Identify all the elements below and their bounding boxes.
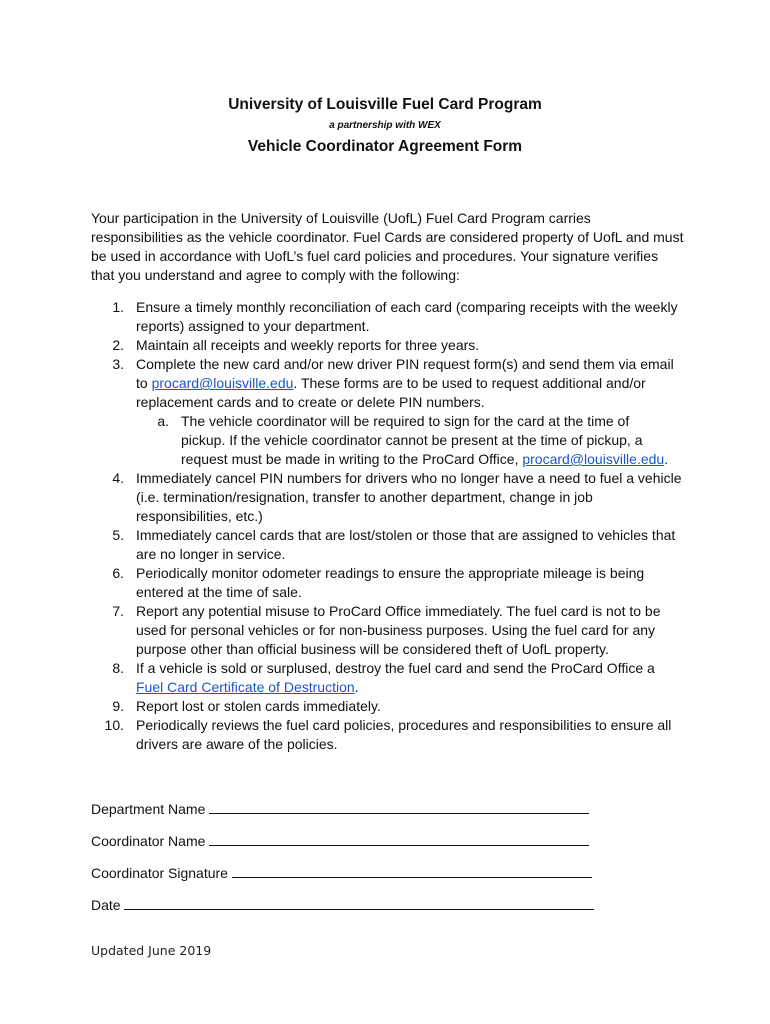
coordinator-name-field	[91, 832, 589, 851]
list-item	[91, 355, 691, 412]
item-text: replacement cards and to create or delete PIN numbers.	[136, 394, 485, 410]
department-name-label: Department Name	[91, 801, 206, 817]
item-text: responsibilities, etc.)	[136, 508, 263, 524]
department-name-field	[91, 800, 589, 819]
item-number: 5.	[112, 527, 124, 543]
item-number: 7.	[112, 603, 124, 619]
coordinator-name-line[interactable]	[209, 833, 589, 846]
list-item	[91, 336, 691, 355]
coordinator-signature-line[interactable]	[232, 865, 592, 878]
intro-line: that you understand and agree to comply with the following:	[91, 267, 460, 283]
intro-line: be used in accordance with UofL’s fuel card policies and procedures. Your signature verifies	[91, 248, 659, 264]
item-text: Maintain all receipts and weekly reports for three years.	[136, 337, 480, 353]
item-text-fragment: .	[664, 451, 669, 467]
item-text-fragment: request must be made in writing to the ProCard Office,	[181, 451, 523, 467]
item-text: Report lost or stolen cards immediately.	[136, 698, 381, 714]
item-number: a.	[157, 413, 169, 429]
coordinator-signature-field	[91, 864, 592, 883]
item-text	[181, 450, 691, 469]
item-text: Periodically reviews the fuel card policies, procedures and responsibilities to ensure all	[136, 717, 672, 733]
department-name-line[interactable]	[209, 801, 589, 814]
item-text: Complete the new card and/or new driver PIN request form(s) and send them via email	[136, 356, 674, 372]
procard-email-link[interactable]: procard@louisville.edu	[522, 451, 665, 467]
item-number: 6.	[112, 565, 124, 581]
item-text: Ensure a timely monthly reconciliation of each card (comparing receipts with the weekly	[136, 299, 678, 315]
item-text-fragment: to	[136, 375, 152, 391]
list-item	[91, 298, 691, 336]
item-text: pickup. If the vehicle coordinator cannot be present at the time of pickup, a	[181, 432, 643, 448]
list-item	[91, 716, 691, 754]
form-title: Vehicle Coordinator Agreement Form	[247, 138, 523, 155]
item-text: Immediately cancel cards that are lost/stolen or those that are assigned to vehicles that	[136, 527, 676, 543]
list-subitem	[91, 412, 691, 469]
date-line[interactable]	[124, 897, 594, 910]
item-text: used for personal vehicles or for non-business purposes. Using the fuel card for any	[136, 622, 656, 638]
intro-paragraph	[91, 209, 691, 285]
item-text: Report any potential misuse to ProCard Office immediately. The fuel card is not to be	[136, 603, 661, 619]
updated-date: Updated June 2019	[91, 943, 212, 958]
item-text: Immediately cancel PIN numbers for drivers who no longer have a need to fuel a vehicle	[136, 470, 682, 486]
item-text: entered at the time of sale.	[136, 584, 302, 600]
item-text: drivers are aware of the policies.	[136, 736, 338, 752]
list-item	[91, 697, 691, 716]
list-item	[91, 526, 691, 564]
intro-line: responsibilities as the vehicle coordinator. Fuel Cards are considered property of UofL and must	[91, 229, 684, 245]
item-number: 3.	[112, 356, 124, 372]
item-text-fragment: . These forms are to be used to request additional and/or	[293, 375, 646, 391]
coordinator-name-label: Coordinator Name	[91, 833, 206, 849]
intro-line: Your participation in the University of Louisville (UofL) Fuel Card Program carries	[91, 210, 591, 226]
item-text: Periodically monitor odometer readings to ensure the appropriate mileage is being	[136, 565, 645, 581]
item-text-fragment: .	[354, 679, 359, 695]
list-item	[91, 602, 691, 659]
item-text: are no longer in service.	[136, 546, 286, 562]
item-text: If a vehicle is sold or surplused, destroy the fuel card and send the ProCard Office a	[136, 660, 655, 676]
procard-email-link[interactable]: procard@louisville.edu	[151, 375, 294, 391]
item-number: 4.	[112, 470, 124, 486]
item-text	[136, 678, 691, 697]
coordinator-signature-label: Coordinator Signature	[91, 865, 228, 881]
item-number: 1.	[112, 299, 124, 315]
agreement-list	[91, 298, 691, 754]
document-subtitle: a partnership with WEX	[329, 120, 441, 131]
item-text: reports) assigned to your department.	[136, 318, 370, 334]
certificate-of-destruction-link[interactable]: Fuel Card Certificate of Destruction	[136, 679, 355, 695]
list-item	[91, 659, 691, 697]
list-item	[91, 469, 691, 526]
list-item	[91, 564, 691, 602]
document-title: University of Louisville Fuel Card Program	[228, 96, 542, 113]
date-field	[91, 896, 594, 915]
item-text: (i.e. termination/resignation, transfer to another department, change in job	[136, 489, 593, 505]
item-text	[136, 374, 691, 393]
item-number: 8.	[112, 660, 124, 676]
item-text: purpose other than official business will be considered theft of UofL property.	[136, 641, 609, 657]
item-text: The vehicle coordinator will be required to sign for the card at the time of	[181, 413, 630, 429]
item-number: 2.	[112, 337, 124, 353]
item-number: 9.	[112, 698, 124, 714]
item-number: 10.	[104, 717, 124, 733]
date-label: Date	[91, 897, 121, 913]
